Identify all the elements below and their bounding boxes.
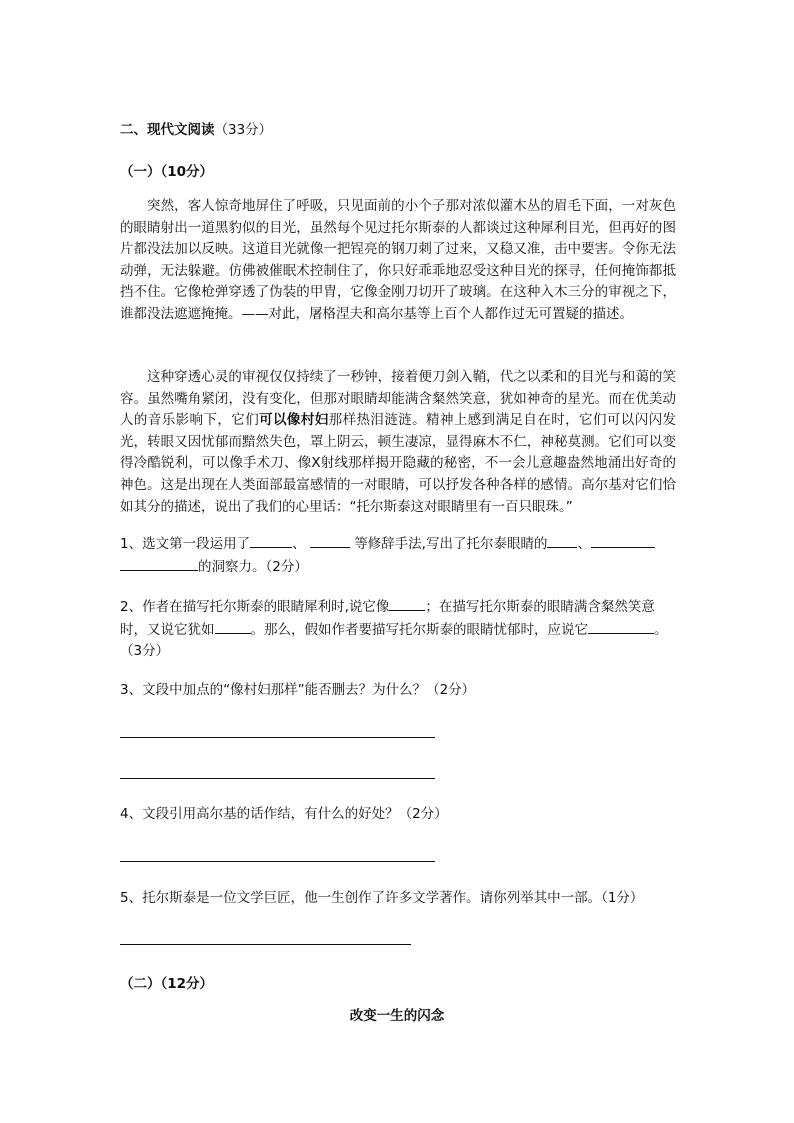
- part1-heading: （一）（10分）: [120, 164, 214, 180]
- q3-answer-line-2[interactable]: [120, 778, 435, 779]
- question-2: [120, 596, 678, 663]
- q2-blank-2[interactable]: [215, 619, 251, 634]
- q1-text-d: 、: [577, 536, 591, 552]
- q2-text-b: ；在描写托尔斯泰的眼睛满含粲然笑意时，又说它犹如: [120, 599, 655, 638]
- q1-text-c: 等修辞手法,写出了托尔泰眼睛的: [354, 536, 548, 552]
- question-5: 5、托尔斯泰是一位文学巨匠，他一生创作了许多文学著作。请你列举其中一部。（1分）: [120, 890, 644, 906]
- q2-blank-3[interactable]: [588, 619, 654, 634]
- article-title: 改变一生的闪念: [349, 1008, 445, 1024]
- q3-answer-line-1[interactable]: [120, 737, 435, 738]
- q1-blank-2[interactable]: [310, 533, 350, 548]
- section-title: 二、现代文阅读: [120, 122, 215, 138]
- q1-text-a: 1、选文第一段运用了: [120, 536, 251, 552]
- section-heading: [120, 118, 272, 138]
- paragraph-2-text-b: 那样热泪涟涟。精神上感到满足自在时，它们可以闪闪发光，转眼又因忧郁而黯然失色，罩上阴云，顿生凄凉，显得麻木不仁，神秘莫测。它们可以变得冷酷锐利，可以像手术刀、像X射线那样揭开隐藏的秘密，不一会儿意趣盎然地涌出好奇的神色。这是出现在人类面部最富感情的一对眼睛，可以抒发各种各样的感情。高尔基对它们恰如其分的描述，说出了我们的心里话：“托尔斯泰这对眼睛里有一百只眼珠。”: [120, 412, 677, 515]
- question-4: 4、文段引用高尔基的话作结，有什么的好处？（2分）: [120, 806, 448, 822]
- q5-answer-line[interactable]: [120, 944, 411, 945]
- q2-text-d: 。（3分）: [120, 621, 668, 660]
- q1-blank-5[interactable]: [120, 556, 198, 571]
- passage-paragraph-1: 突然，客人惊奇地屏住了呼吸，只见面前的小个子那对浓似灌木丛的眉毛下面，一对灰色的眼睛射出一道黑豹似的目光，虽然每个见过托尔斯泰的人都谈过这种犀利目光，但再好的图片都没法加以反映。这道目光就像一把锃亮的钢刀刺了过来，又稳又准，击中要害。令你无法动弹，无法躲避。仿佛被催眠术控制住了，你只好乖乖地忍受这种目光的探寻，任何掩饰都抵挡不住。它像枪弹穿透了伪装的甲胄，它像金刚刀切开了玻璃。在这种入木三分的审视之下，谁都没法遮遮掩掩。——对此，屠格涅夫和高尔基等上百个人都作过无可置疑的描述。: [120, 198, 676, 322]
- passage-paragraph-2: [120, 367, 676, 518]
- q2-text-c: 。那么，假如作者要描写托尔斯泰的眼睛忧郁时，应说它: [250, 621, 588, 638]
- q1-text-e: 的洞察力。（2分）: [198, 558, 308, 575]
- q1-blank-3[interactable]: [547, 533, 577, 548]
- dotted-phrase: 可以像村妇: [259, 412, 329, 429]
- q1-blank-4[interactable]: [591, 533, 655, 548]
- q2-text-a: 2、作者在描写托尔斯泰的眼睛犀利时,说它像: [120, 599, 390, 615]
- section-score: （33分）: [214, 122, 273, 138]
- q1-text-b: 、: [292, 536, 306, 552]
- question-1: [120, 533, 678, 578]
- q1-blank-1[interactable]: [250, 533, 292, 548]
- q2-blank-1[interactable]: [389, 596, 425, 611]
- q4-answer-line[interactable]: [120, 861, 435, 862]
- paragraph-2-text-a: 这种穿透心灵的审视仅仅持续了一秒钟，接着便刀剑入鞘，代之以柔和的目光与和蔼的笑容。虽然嘴角紧闭，没有变化，但那对眼睛却能满含粲然笑意，犹如神奇的星光。而在优美动人的音乐影响下，它们: [120, 369, 676, 429]
- part2-heading: （二）（12分）: [120, 976, 214, 992]
- question-3: 3、文段中加点的“像村妇那样”能否删去？为什么？（2分）: [120, 682, 476, 698]
